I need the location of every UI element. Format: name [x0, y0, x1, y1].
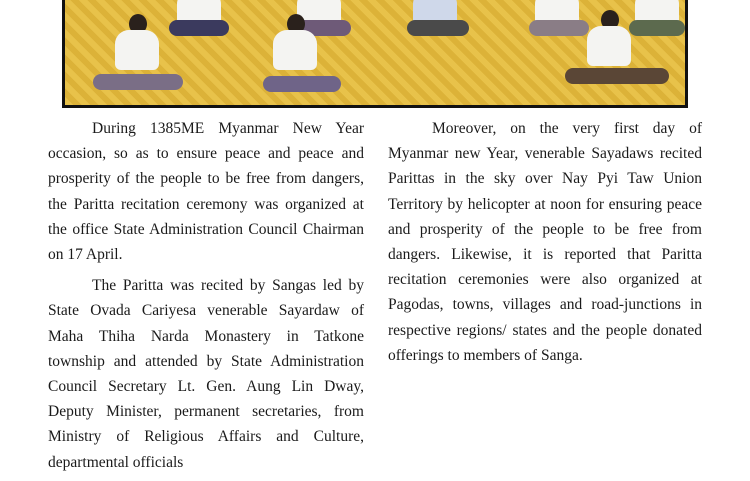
article-left-column [48, 116, 364, 481]
article-right-column [388, 116, 702, 374]
article-paragraph: Moreover, on the very first day of Myanmar new Year, venerable Sayadaws recited Parittas in the sky over Nay Pyi Taw Union Territory by helicopter at noon for ensuring peace and prosperity of the people to be free from dangers. Likewise, it is reported that Paritta recitation ceremonies were also organized at Pagodas, towns, villages and road-junctions in respective regions/ states and the people donated offerings to members of Sanga. [388, 120, 702, 364]
article-paragraph: During 1385ME Myanmar New Year occasion, so as to ensure peace and peace and prosperity of the people to be free from dangers, the Paritta recitation ceremony was organized at the office State Administration Council Chairman on 17 April. [48, 120, 364, 264]
ceremony-photo [62, 0, 688, 108]
article-paragraph: The Paritta was recited by Sangas led by State Ovada Cariyesa venerable Sayardaw of Maha Thiha Narda Monastery in Tatkone township and attended by State Administration Council Secretary Lt. Gen. Aung Lin Dway, Deputy Minister, permanent secretaries, from Ministry of Religious Affairs and Culture, departmental officials [48, 277, 364, 471]
